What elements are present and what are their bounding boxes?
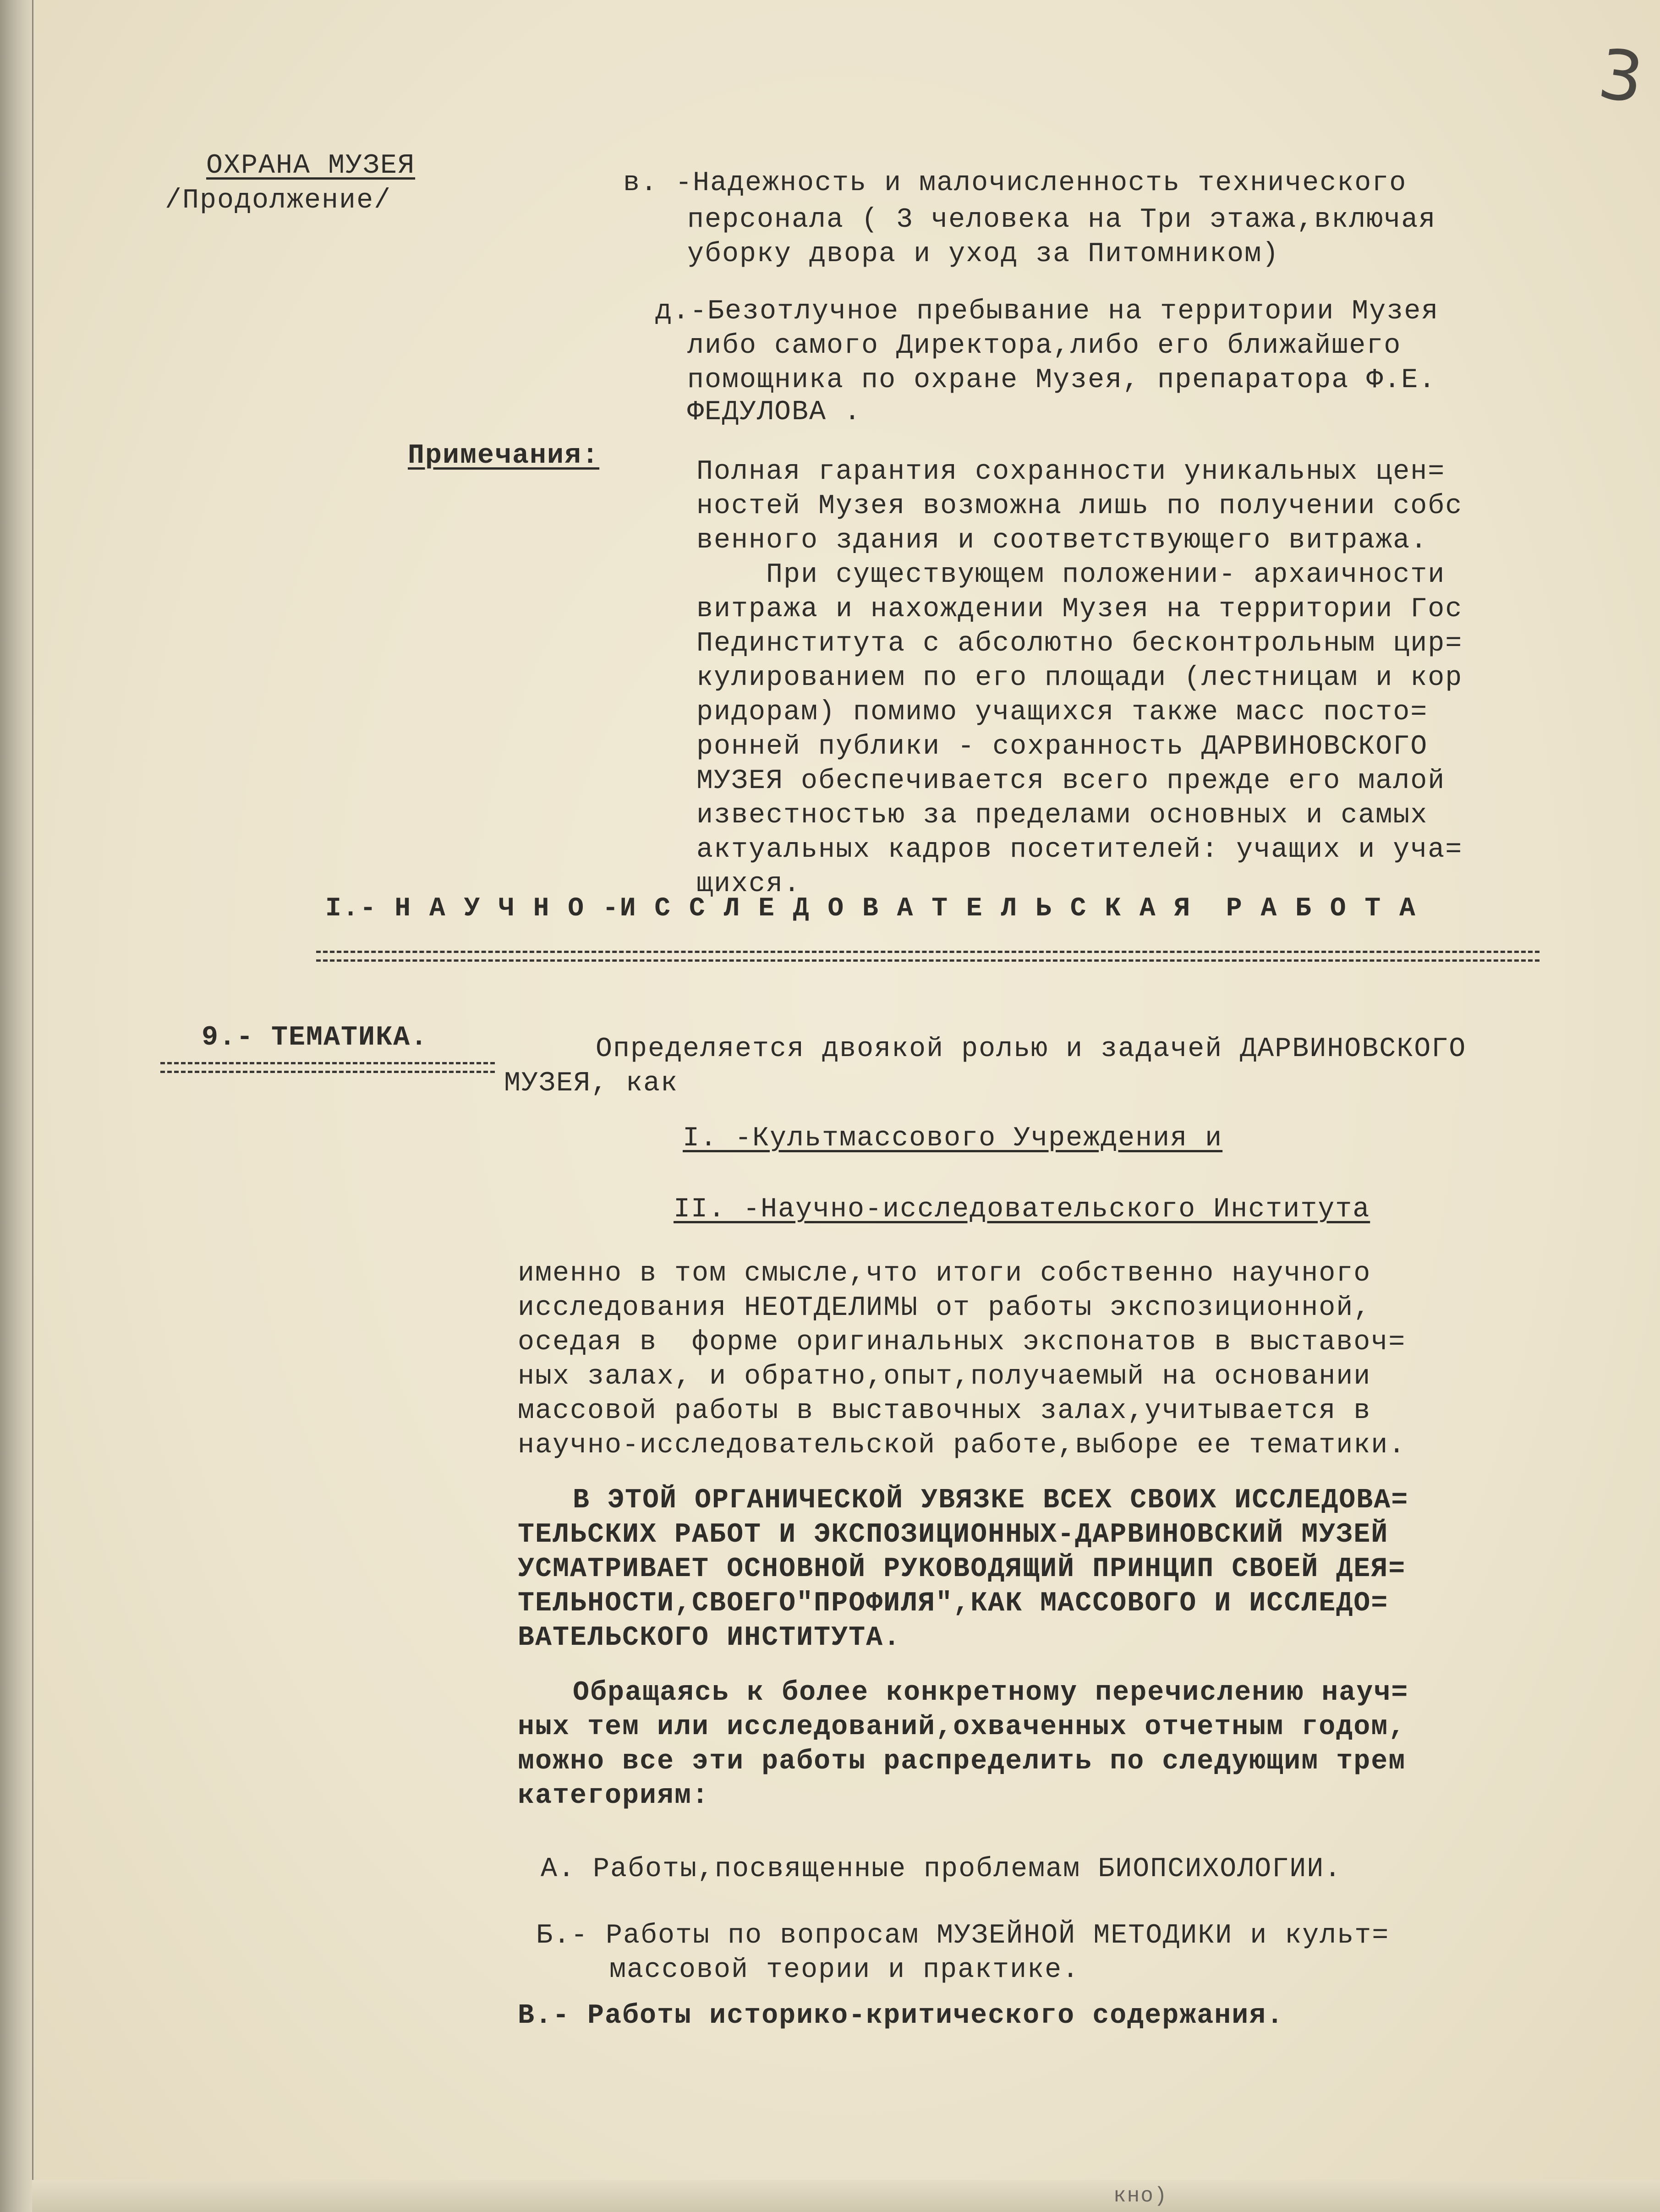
paragraph-line: исследования НЕОТДЕЛИМЫ от работы экспозиционной, [518,1292,1371,1324]
paragraph-line: можно все эти работы распределить по следующим трем [518,1746,1406,1777]
page-bottom-edge [32,2180,1660,2212]
item-v-line: персонала ( 3 человека на Три этажа,включая [687,204,1436,235]
note-line: витража и нахождении Музея на территории Гос [696,594,1463,625]
note-line: ностей Музея возможна лишь по получении собс [696,491,1463,522]
paragraph-line: ных залах, и обратно,опыт,получаемый на основании [518,1361,1371,1392]
note-line: При существующем положении- архаичности [696,559,1446,591]
footer-fragment: кно) [1113,2184,1168,2208]
note-line: известностью за пределами основных и самых [696,800,1428,831]
page-edge [32,0,33,2212]
item-d-line: помощника по охране Музея, препаратора Ф.Е. [687,365,1436,396]
paragraph-line: Обращаясь к более конкретному перечислению науч= [573,1677,1409,1708]
note-line: актуальных кадров посетителей: учащих и уча= [696,834,1463,865]
section-heading-continued: /Продолжение/ [165,185,392,216]
note-line: Полная гарантия сохранности уникальных цен= [696,456,1446,487]
theme-intro-line: Определяется двоякой ролью и задачей ДАРВИНОВСКОГО [596,1034,1467,1065]
note-line: кулированием по его площади (лестницам и кор [696,663,1463,694]
paragraph-line: ВАТЕЛЬСКОГО ИНСТИТУТА. [518,1622,901,1654]
category-historical-critical: В.- Работы историко-критического содержания. [518,2000,1284,2031]
note-line: МУЗЕЯ обеспечивается всего прежде его малой [696,766,1446,797]
section-title-double-rule [316,951,1539,962]
subsection-label-topics: 9.- ТЕМАТИКА. [202,1022,428,1053]
note-line: Пединститута с абсолютно бесконтрольным цир= [696,628,1463,659]
note-line: ридорам) помимо учащихся также масс посто= [696,697,1428,728]
document-page [32,0,1660,2212]
category-biopsychology: А. Работы,посвященные проблемам БИОПСИХОЛОГИИ. [541,1854,1342,1885]
paragraph-line: научно-исследовательской работе,выборе ее тематики. [518,1430,1406,1461]
paragraph-line: категориям: [518,1780,710,1812]
paragraph-line: массовой работы в выставочных залах,учитывается в [518,1396,1371,1427]
paragraph-line: ных тем или исследований,охваченных отчетным годом, [518,1712,1406,1743]
section-title-research-work: I.- Н А У Ч Н О -И С С Л Е Д О В А Т Е Л Ь С К А Я Р А Б О Т А [325,894,1417,924]
paragraph-line: ТЕЛЬСКИХ РАБОТ И ЭКСПОЗИЦИОННЫХ-ДАРВИНОВСКИЙ МУЗЕЙ [518,1519,1389,1550]
role-research-institute: II. -Научно-исследовательского Института [674,1194,1370,1225]
paragraph-line: оседая в форме оригинальных экспонатов в выставоч= [518,1327,1406,1358]
page-number: 3 [1594,34,1649,119]
note-line: венного здания и соответствующего витража. [696,525,1428,556]
paragraph-line: В ЭТОЙ ОРГАНИЧЕСКОЙ УВЯЗКЕ ВСЕХ СВОИХ ИССЛЕДОВА= [573,1485,1409,1516]
role-cultural-institution: I. -Культмассового Учреждения и [683,1123,1223,1154]
item-d-line: д.-Безотлучное пребывание на территории Музея [655,296,1439,327]
item-d-line: ФЕДУЛОВА . [687,397,862,428]
item-v-line: в. -Надежность и малочисленность технического [623,168,1407,199]
item-v-line: уборку двора и уход за Питомником) [687,239,1280,270]
book-binding-edge [0,0,32,2212]
note-line: щихся. [696,869,801,900]
section-heading-museum-security: ОХРАНА МУЗЕЯ [206,150,416,181]
theme-intro-line: МУЗЕЯ, как [504,1068,679,1099]
paragraph-line: именно в том смысле,что итоги собственно научного [518,1258,1371,1289]
item-d-line: либо самого Директора,либо его ближайшего [687,330,1402,361]
note-line: ронней публики - сохранность ДАРВИНОВСКОГО [696,731,1428,762]
category-museum-methods-cont: массовой теории и практике. [609,1955,1080,1986]
notes-label: Примечания: [408,440,600,471]
category-museum-methods: Б.- Работы по вопросам МУЗЕЙНОЙ МЕТОДИКИ и культ= [536,1920,1390,1951]
paragraph-line: ТЕЛЬНОСТИ,СВОЕГО"ПРОФИЛЯ",КАК МАССОВОГО И ИССЛЕДО= [518,1588,1389,1619]
subsection-double-rule [160,1062,495,1073]
paragraph-line: УСМАТРИВАЕТ ОСНОВНОЙ РУКОВОДЯЩИЙ ПРИНЦИП СВОЕЙ ДЕЯ= [518,1554,1406,1585]
